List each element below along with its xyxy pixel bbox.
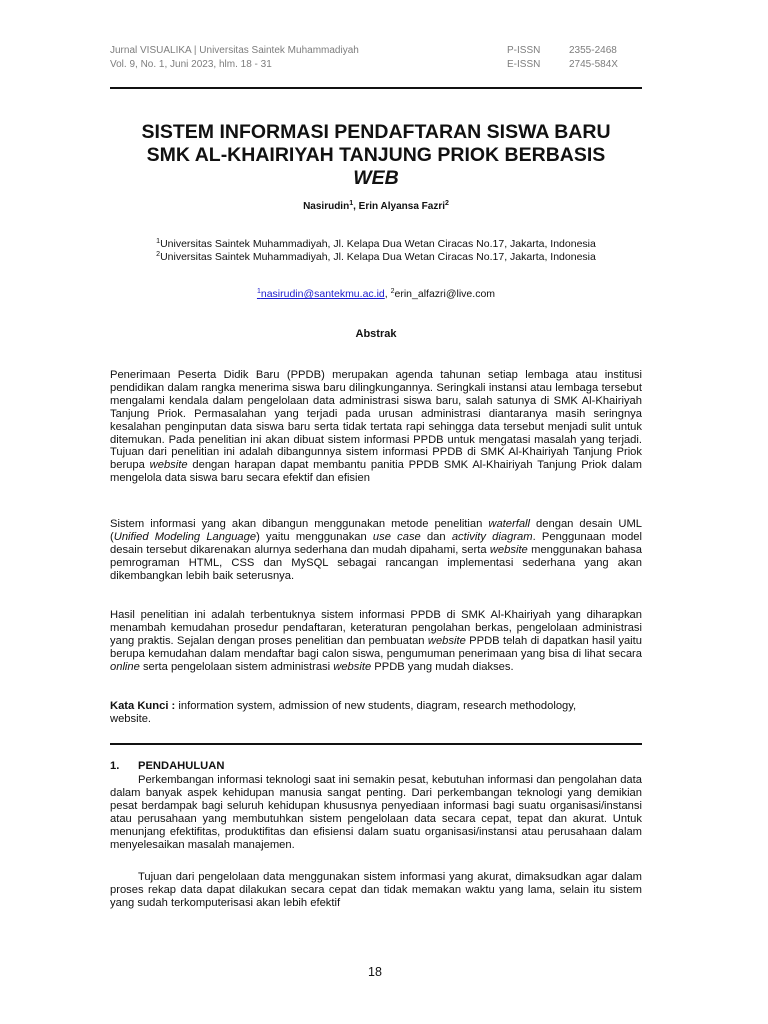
- abstract-p2-italic-3: use case: [372, 530, 421, 543]
- abstract-p3-italic-1: website: [427, 634, 466, 647]
- body-paragraph-2: Tujuan dari pengelolaan data menggunakan sistem informasi yang akurat, dimaksudkan agar dalam proses rekap data dapat dilakukan secara cepat dan tidak memakan waktu yang lama, selain itu sistem yang sudah terkomputerisasi akan lebih efektif: [110, 871, 642, 909]
- abstract-p3-text-d: PPDB yang mudah diakses.: [371, 660, 514, 673]
- abstract-p1-italic-1: website: [149, 459, 188, 472]
- abstract-p2-text-d: dan: [420, 530, 452, 543]
- header-divider: [110, 87, 642, 89]
- journal-info: [110, 44, 359, 72]
- journal-name: Jurnal VISUALIKA | Universitas Saintek Muhammadiyah: [110, 45, 359, 56]
- page-number: 18: [368, 965, 382, 979]
- abstract-p2-text-c: ) yaitu menggunakan: [256, 530, 373, 543]
- keywords-label: Kata Kunci :: [110, 700, 176, 712]
- affiliation-1-marker: 1: [156, 238, 161, 245]
- author-emails: [110, 288, 642, 300]
- keywords-text: information system, admission of new students, diagram, research methodology, website.: [110, 700, 577, 725]
- affiliation-1: [110, 238, 642, 251]
- abstract-paragraph-3: [110, 609, 642, 674]
- email-2-text: erin_alfazri@live.com: [394, 288, 496, 300]
- abstract-p3-italic-2: online: [110, 660, 140, 673]
- abstract-p2-text-e: . Penggunaan model desain tersebut dikarenakan alurnya sederhana dan mudah dipahami, serta: [110, 530, 643, 556]
- keywords: [110, 700, 580, 726]
- pissn-row: [507, 44, 618, 58]
- author-1: Nasirudin: [303, 201, 350, 212]
- author-2: Erin Alyansa Fazri: [358, 201, 445, 212]
- abstract-paragraph-1: [110, 369, 642, 485]
- paper-title: [110, 121, 642, 190]
- author-2-marker: 2: [445, 200, 449, 207]
- email-link-1[interactable]: [257, 288, 385, 300]
- abstract-p2-italic-1: waterfall: [488, 518, 531, 530]
- affiliation-2-marker: 2: [156, 250, 161, 258]
- abstract-p2-italic-2: Unified Modeling Language: [113, 530, 257, 543]
- affiliations: [110, 238, 642, 263]
- email-1-text: nasirudin@santekmu.ac.id: [260, 288, 385, 300]
- author-1-marker: 1: [349, 200, 354, 207]
- pissn-label: P-ISSN: [507, 45, 541, 56]
- author-list: [110, 201, 642, 212]
- abstract-p2-text-a: Sistem informasi yang akan dibangun menggunakan metode penelitian: [110, 518, 489, 530]
- section-number: 1.: [110, 760, 120, 772]
- body-paragraph-1: Perkembangan informasi teknologi saat ini semakin pesat, kebutuhan informasi dan pengolahan data dalam banyak aspek kehidupan manusia sangat penting. Dari perkembangan teknologi yang demikian pesat berdampak bagi seluruh kehidupan khususnya penyediaan informasi bagi suatu organisasi/instansi atau perusahaan yang membutuhkan sistem pengelolaan data secara cepat, tepat dan akurat. Untuk menunjang efektifitas, produktifitas dan efisiensi dalam suatu organisasi/instansi atau perusahaan dalam menyelesaikan masalah manajemen.: [110, 774, 642, 851]
- section-heading: [110, 760, 224, 772]
- affiliation-2: [110, 251, 642, 264]
- eissn-label: E-ISSN: [507, 59, 541, 70]
- email-separator: ,: [384, 288, 391, 300]
- affiliation-2-text: Universitas Saintek Muhammadiyah, Jl. Kelapa Dua Wetan Ciracas No.17, Jakarta, Indonesia: [160, 250, 596, 263]
- issn-info: [507, 44, 618, 72]
- abstract-p3-text-b: PPDB telah di dapatkan hasil yaitu berupa kemudahan dalam mendaftar bagi calon siswa, pengumuman penerimaan yang bisa di lihat secara: [110, 634, 642, 660]
- section-title: PENDAHULUAN: [138, 760, 225, 772]
- abstract-paragraph-2: [110, 518, 642, 583]
- abstract-p2-italic-5: website: [489, 543, 528, 556]
- title-line-1: SISTEM INFORMASI PENDAFTARAN SISWA BARU: [141, 121, 611, 143]
- affiliation-1-text: Universitas Saintek Muhammadiyah, Jl. Kelapa Dua Wetan Ciracas No.17, Jakarta, Indonesia: [160, 238, 596, 250]
- abstract-p1-text-a: Penerimaan Peserta Didik Baru (PPDB) merupakan agenda tahunan setiap lembaga atau institusi pendidikan dalam rangka menerima siswa baru dilingkungannya. Seringkali instansi atau lembaga tersebut mengalami kendala dalam pengelolaan data administrasi siswa baru, salah satunya di SMK Al-Khairiyah Tanjung Priok. Permasalahan yang terjadi pada urusan administrasi diantaranya masih seringnya kesalahan penginputan data siswa baru serta tidak tertata rapi sehingga data tersebut menjadi sulit untuk ditemukan. Pada penelitian ini akan dibuat sistem informasi PPDB untuk mengatasi masalah yang terjadi. Tujuan dari penelitian ini adalah dibangunnya sistem informasi PPDB di SMK Al-Khairiyah Tanjung Priok berupa: [110, 369, 642, 472]
- abstract-p3-text-a: Hasil penelitian ini adalah terbentuknya sistem informasi PPDB di SMK Al-Khairiyah yang diharapkan menambah kemudahan prosedur pendaftaran, keteraturan pengolahan berkas, pengelolaan administrasi yang praktis. Sejalan dengan proses penelitian dan pembuatan: [110, 609, 642, 647]
- eissn-row: [507, 58, 618, 72]
- email-1-marker: 1: [256, 288, 261, 295]
- abstract-p3-text-c: serta pengelolaan sistem administrasi: [139, 660, 334, 673]
- author-separator: ,: [353, 201, 359, 212]
- abstract-p2-text-b: dengan desain UML (: [110, 518, 643, 543]
- abstract-p1-text-b: dengan harapan dapat membantu panitia PPDB SMK Al-Khairiyah Tanjung Priok dalam mengelola data siswa baru secara efektif dan efisien: [110, 459, 642, 485]
- eissn-value: 2745-584X: [569, 59, 618, 70]
- email-2-marker: 2: [390, 288, 395, 295]
- abstract-heading: Abstrak: [355, 328, 397, 340]
- abstract-p2-italic-4: activity diagram: [451, 530, 533, 543]
- journal-volume: Vol. 9, No. 1, Juni 2023, hlm. 18 - 31: [110, 59, 272, 70]
- abstract-divider: [110, 743, 642, 745]
- abstract-p3-italic-3: website: [333, 660, 372, 673]
- abstract-p2-text-f: menggunakan bahasa pemrograman HTML, CSS dan MySQL sebagai rancangan implementasi sederhana yang akan dikembangkan lebih baik seterusnya.: [110, 543, 642, 582]
- pissn-value: 2355-2468: [569, 45, 617, 56]
- title-line-3: WEB: [353, 167, 399, 189]
- title-line-2: SMK AL-KHAIRIYAH TANJUNG PRIOK BERBASIS: [146, 144, 606, 166]
